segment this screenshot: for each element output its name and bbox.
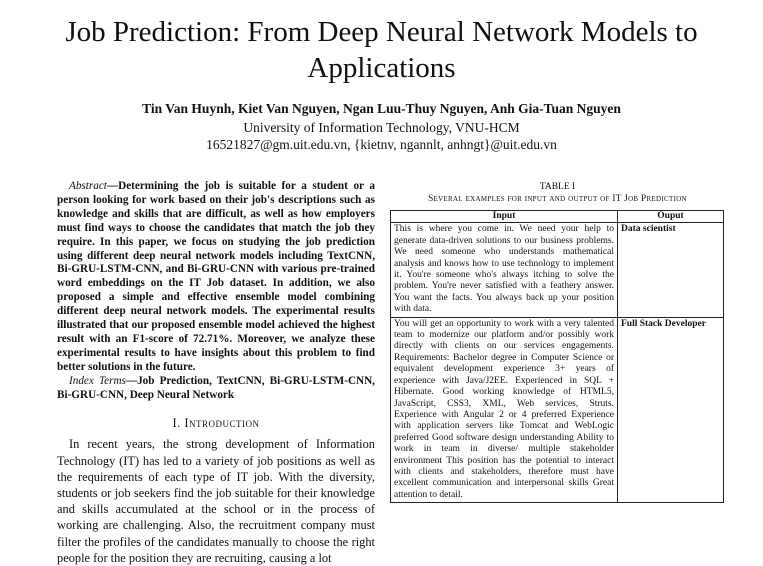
author-emails: 16521827@gm.uit.edu.vn, {kietnv, ngannlt, anhngt}@uit.edu.vn [206,137,557,152]
intro-paragraph: In recent years, the strong development of Information Technology (IT) has led to a variety of job positions as well as the requirements of each type of IT job. With the diversity, students or job seekers find the job suitable for their knowledge and skills accumulated at the school or in the process of working are challenging. Also, the recruitment company must filter the profiles of the candidates manually to choose the right people for the position they are recruiting, causing a lot [57,437,375,565]
table-row [391,223,724,317]
input-cell: You will get an opportunity to work with a very talented team to modernize our platform and/or possibly work directly with clients on our services engagements. Requirements: Bachelor degree in Computer Science or equivalent development experience 3+ years of experience with Java/J2EE. Experienced in SQL + Hibernate. Good working knowledge of HTML5, JavaScript, CSS3, XML, Web services, Struts. Experience with Angular 2 or 4 preferred Experience with application servers like Tomcat and WebLogic preferred Good software design understanding Ability to work in team in diverse/ multiple stakeholder environment This position has the potential to interact with clients and stakeholders, therefore must have excellent communication and interpersonal skills Great attention to detail. [391,317,618,503]
table-row [391,317,724,503]
input-cell: This is where you come in. We need your help to generate data-driven solutions to our business problems. We need someone who understands mathematical analysis and knows how to use technology to implement it. You're someone who's always itching to solve the problem. You're never satisfied with a feathery answer. You want the facts. You always back up your position with data. [391,223,618,317]
right-column [390,182,725,503]
affiliation: University of Information Technology, VNU-HCM [243,120,520,135]
index-terms-label: Index Terms [69,374,126,387]
left-column [57,180,375,566]
abstract-text: —Determining the job is suitable for a student or a person looking for work based on their job's descriptions such as knowledge and skills that are difficult, as well as how employers must find ways to choose the candidates that match the job they require. In this paper, we focus on studying the job prediction using different deep neural network models including TextCNN, Bi-GRU-LSTM-CNN, and Bi-GRU-CNN with various pre-trained word embeddings on the IT Job dataset. In addition, we also proposed a simple and effective ensemble model combining different deep neural network models. The experimental results illustrated that our proposed ensemble model achieved the highest result with an F1-score of 72.71%. Moreover, we analyze these experimental results to have insights about this problem to find better solutions in the future. [57,180,375,373]
abstract [57,180,375,375]
input-column-header: Input [391,211,618,223]
output-cell: Data scientist [618,223,724,317]
index-terms-text: —Job Prediction, TextCNN, Bi-GRU-LSTM-CNN, Bi-GRU-CNN, Deep Neural Network [57,374,375,401]
table-caption: Several examples for input and output of IT Job Prediction [428,194,687,204]
table-number: TABLE I [539,182,576,192]
output-column-header: Ouput [618,211,724,223]
index-terms [57,375,375,403]
examples-table [390,210,724,503]
abstract-label: Abstract [69,180,107,192]
author-list: Tin Van Huynh, Kiet Van Nguyen, Ngan Luu-Thuy Nguyen, Anh Gia-Tuan Nguyen [142,101,621,116]
intro-heading: I. Introduction [172,415,260,430]
output-cell: Full Stack Developer [618,317,724,503]
paper-title: Job Prediction: From Deep Neural Network Models to Applications [65,16,698,84]
table-header-row [391,211,724,223]
